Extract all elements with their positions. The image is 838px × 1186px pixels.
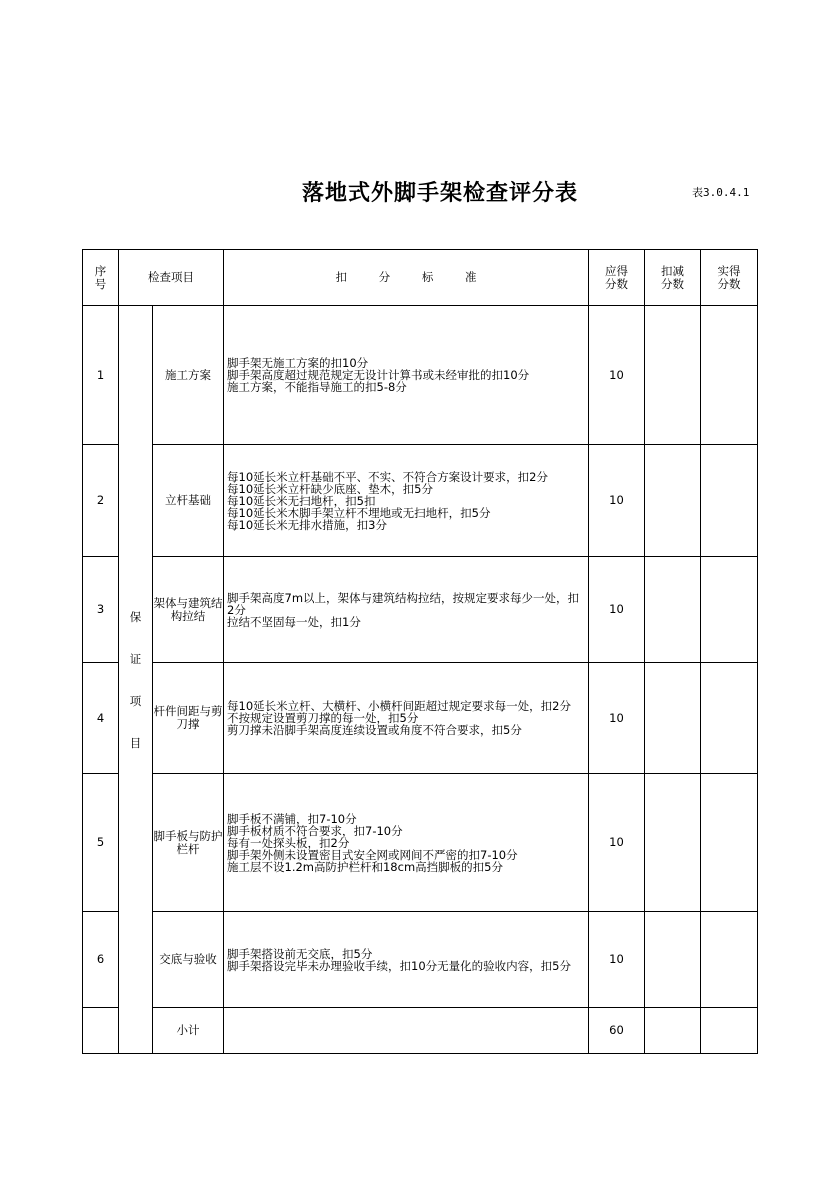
row-criteria: 每10延长米立杆基础不平、不实、不符合方案设计要求，扣2分 每10延长米立杆缺少底座、垫木，扣5分 每10延长米无扫地杆，扣5扣 每10延长米木脚手架立杆不埋地或无扫地杆，扣5分 每10延长米无排水措施，扣3分: [224, 445, 589, 557]
row-item: 杆件间距与剪刀撑: [153, 663, 224, 774]
header-item: 检查项目: [119, 250, 224, 306]
row-criteria: 每10延长米立杆、大横杆、小横杆间距超过规定要求每一处，扣2分 不按规定设置剪刀撑的每一处，扣5分 剪刀撑未沿脚手架高度连续设置或角度不符合要求，扣5分: [224, 663, 589, 774]
row-item: 施工方案: [153, 306, 224, 445]
row-actual: [701, 557, 758, 663]
row-actual: [701, 306, 758, 445]
table-row: [83, 774, 758, 912]
row-no: 2: [83, 445, 119, 557]
row-due: 10: [589, 445, 645, 557]
row-due: 10: [589, 912, 645, 1008]
subtotal-criteria: [224, 1008, 589, 1054]
row-actual: [701, 445, 758, 557]
row-deduct: [645, 774, 701, 912]
subtotal-actual: [701, 1008, 758, 1054]
row-item: 立杆基础: [153, 445, 224, 557]
row-no: 4: [83, 663, 119, 774]
row-no: 5: [83, 774, 119, 912]
row-deduct: [645, 557, 701, 663]
table-row: [83, 557, 758, 663]
table-row: [83, 445, 758, 557]
page-title: 落地式外脚手架检查评分表: [301, 181, 578, 206]
row-no: 6: [83, 912, 119, 1008]
row-criteria: 脚手板不满铺，扣7-10分 脚手板材质不符合要求，扣7-10分 每有一处探头板，扣2分 脚手架外侧未设置密目式安全网或网间不严密的扣7-10分 施工层不设1.2m高防护栏杆和18cm高挡脚板的扣5分: [224, 774, 589, 912]
subtotal-label: 小计: [153, 1008, 224, 1054]
row-no: 3: [83, 557, 119, 663]
row-due: 10: [589, 306, 645, 445]
score-table: [82, 249, 758, 1054]
table-row: [83, 306, 758, 445]
row-deduct: [645, 445, 701, 557]
group-label: 保 证 项 目: [119, 306, 153, 1054]
subtotal-deduct: [645, 1008, 701, 1054]
subtotal-row: [83, 1008, 758, 1054]
table-row: [83, 663, 758, 774]
header-due: 应得 分数: [589, 250, 645, 306]
row-criteria: 脚手架高度7m以上，架体与建筑结构拉结，按规定要求每少一处，扣2分 拉结不坚固每一处，扣1分: [224, 557, 589, 663]
subtotal-due: 60: [589, 1008, 645, 1054]
table-number: 表3.0.4.1: [692, 186, 750, 199]
row-item: 交底与验收: [153, 912, 224, 1008]
subtotal-no: [83, 1008, 119, 1054]
row-criteria: 脚手架搭设前无交底，扣5分 脚手架搭设完毕未办理验收手续，扣10分无量化的验收内容，扣5分: [224, 912, 589, 1008]
header-no: 序号: [83, 250, 119, 306]
row-deduct: [645, 663, 701, 774]
header-deduct: 扣减 分数: [645, 250, 701, 306]
row-due: 10: [589, 774, 645, 912]
row-item: 架体与建筑结构拉结: [153, 557, 224, 663]
table-row: [83, 912, 758, 1008]
row-actual: [701, 912, 758, 1008]
row-no: 1: [83, 306, 119, 445]
row-due: 10: [589, 663, 645, 774]
header-criteria: 扣 分 标 准: [224, 250, 589, 306]
row-actual: [701, 663, 758, 774]
row-deduct: [645, 912, 701, 1008]
row-due: 10: [589, 557, 645, 663]
row-deduct: [645, 306, 701, 445]
row-item: 脚手板与防护栏杆: [153, 774, 224, 912]
row-criteria: 脚手架无施工方案的扣10分 脚手架高度超过规范规定无设计计算书或未经审批的扣10分 施工方案，不能指导施工的扣5-8分: [224, 306, 589, 445]
header-row: [83, 250, 758, 306]
row-actual: [701, 774, 758, 912]
header-actual: 实得 分数: [701, 250, 758, 306]
